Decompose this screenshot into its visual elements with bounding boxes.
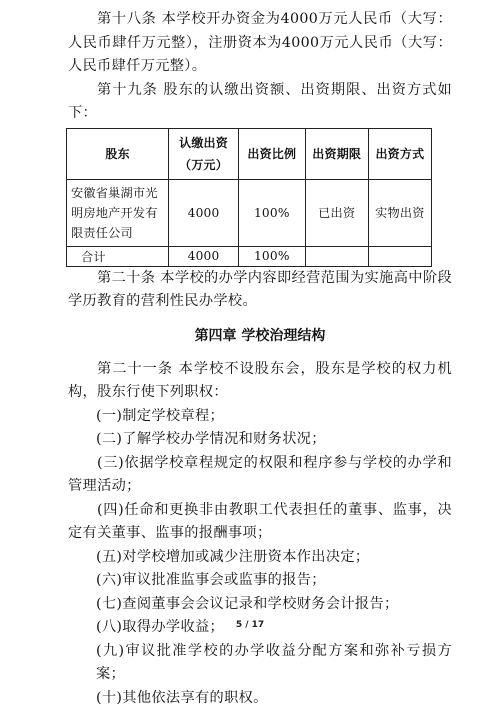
table-total-row [67, 246, 432, 266]
cell-total-method [368, 246, 431, 266]
list-item: (六)审议批准监事会或监事的报告； [68, 569, 452, 593]
list-item: (十)其他依法享有的职权。 [68, 687, 452, 710]
header-term: 出资期限 [305, 128, 368, 179]
cell-method: 实物出资 [368, 179, 431, 246]
header-subscribed-capital-label: 认缴出资（万元） [176, 132, 232, 176]
list-item: (三)依据学校章程规定的权限和程序参与学校的办学和管理活动； [68, 452, 452, 499]
article-18: 第十八条 本学校开办资金为4000万元人民币（大写：人民币肆仟万元整），注册资本为4000万元人民币（大写：人民币肆仟万元整）。 [68, 0, 452, 79]
article-19: 第十九条 股东的认缴出资额、出资期限、出资方式如下： [68, 79, 452, 126]
cell-capital: 4000 [169, 179, 239, 246]
cell-ratio: 100% [238, 179, 305, 246]
chapter-heading: 第四章 学校治理结构 [68, 324, 452, 348]
list-item: (一)制定学校章程； [68, 405, 452, 429]
header-method: 出资方式 [368, 128, 431, 179]
page-number: 5 / 17 [0, 620, 500, 630]
shareholder-table [66, 128, 432, 267]
list-item: (五)对学校增加或减少注册资本作出决定； [68, 546, 452, 570]
cell-total-ratio: 100% [238, 246, 305, 266]
list-item: (九)审议批准学校的办学收益分配方案和弥补亏损方案； [68, 640, 452, 687]
header-shareholder: 股东 [67, 128, 169, 179]
header-ratio: 出资比例 [238, 128, 305, 179]
list-item: (二)了解学校办学情况和财务状况； [68, 428, 452, 452]
cell-total-label: 合计 [67, 246, 169, 266]
list-item: (四)任命和更换非由教职工代表担任的董事、监事，决定有关董事、监事的报酬事项； [68, 499, 452, 546]
header-subscribed-capital [169, 128, 239, 179]
cell-total-capital: 4000 [169, 246, 239, 266]
cell-total-term [305, 246, 368, 266]
article-20: 第二十条 本学校的办学内容即经营范围为实施高中阶段学历教育的营利性民办学校。 [68, 267, 452, 314]
list-item: (七)查阅董事会会议记录和学校财务会计报告； [68, 593, 452, 617]
table-header-row [67, 128, 432, 179]
article-21: 第二十一条 本学校不设股东会，股东是学校的权力机构，股东行使下列职权： [68, 358, 452, 405]
cell-term: 已出资 [305, 179, 368, 246]
table-row [67, 179, 432, 246]
cell-shareholder: 安徽省巢湖市光明房地产开发有限责任公司 [67, 179, 169, 246]
list-item: (八)取得办学收益； [68, 616, 452, 640]
